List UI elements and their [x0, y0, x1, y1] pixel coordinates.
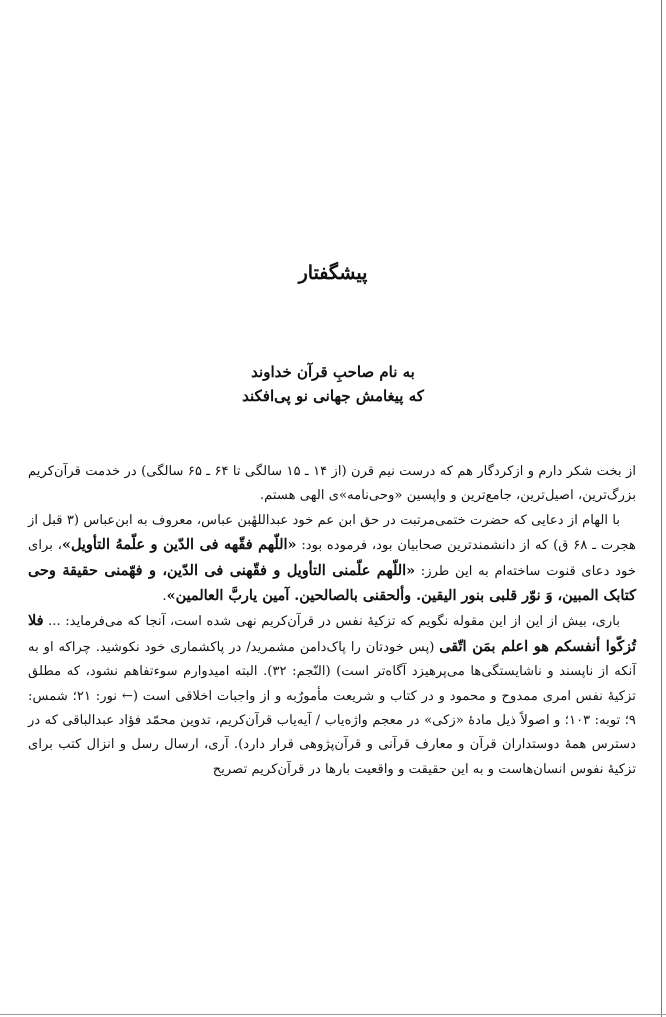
text-segment: با الهام از دعایی که حضرت ختمی‌مرتبت در حق ابن عم خود عبداللهٔبن عباس، معروف به ابن‌عباس (۳ قبل از هجرت ـ ۶۸ ق) که از دانشمندترین صحابیان بود، فرموده بود:	[28, 512, 637, 554]
epigraph-line: که پیغامش جهانی نو پی‌افکند	[242, 387, 424, 405]
quran-quote: «اللّهم فقّهه فی الدّین و علّمهُ التأویل»	[61, 536, 297, 554]
paragraph	[28, 460, 636, 509]
epigraph-line: به نام صاحبِ قرآن خداوند	[251, 363, 415, 381]
page-title: پیشگفتار	[298, 262, 368, 284]
prayer-quote: «اللّهم علّمنی التأویل و فقّهنی فی الدّین، و فهّمنی حقیقة وحی کتابک المبین، وَ نوّر قلبی بنور الیقین. وألحقنی بالصالحین. آمین یاربَّ العالمین»	[28, 561, 636, 605]
page-edge-line	[661, 0, 662, 1017]
page-bottom-line	[0, 1014, 666, 1015]
text-segment: از بخت شکر دارم و ازکردگار هم که درست نیم قرن (از ۱۴ ـ ۱۵ سالگی تا ۶۴ ـ ۶۵ سالگی) در خدمت قرآن‌کریم بزرگ‌ترین، اصیل‌ترین، جامع‌ترین و واپسین «وحی‌نامه»ی الهی هستم.	[28, 464, 637, 504]
text-segment: باری، بیش از این از این مقوله نگویم که تزکیهٔ نفس در قرآن‌کریم نهی شده است، آنجا که می‌فرماید: ...	[43, 614, 620, 630]
paragraph	[28, 609, 636, 782]
text-segment: .	[162, 589, 167, 605]
text-segment: ، برای خود دعای قنوت ساخته‌ام به این طرز:	[28, 538, 637, 579]
paragraph	[28, 509, 636, 610]
text-segment: (پس خودتان را پاک‌دامن مشمرید/ در پاکشماری خود نکوشید. چراکه او به آنکه از ناپسند و ناشایستگی‌ها می‌پرهیزد آگاه‌تر است) (النّجم: ۳۲). البته امیدوارم سوءتفاهم نشود، که مطلق تزکیهٔ نفس امری ممدوح و محمود و در کتاب و شریعت مأمورٌبه و از واجبات اخلاقی است (← نور: ۲۱؛ شمس: ۹؛ توبه: ۱۰۳؛ و اصولاً ذیل مادهٔ «زکی» در معجم واژه‌یاب / آیه‌یاب قرآن‌کریم، تدوین محمّد فؤاد عبدالباقی که در دسترس همهٔ دوستداران قرآن و معارف قرآنی و قرآن‌پژوهی قرار دارد). آری، ارسال رسل و انزال کتب برای تزکیهٔ نفوس انسان‌هاست و به این حقیقت و واقعیت بارها در قرآن‌کریم تصریح	[28, 639, 636, 777]
body-text	[28, 460, 636, 782]
quran-quote: فلا تُزکّوا أنفسکم هو اعلم بمَن اتّقی	[28, 612, 636, 655]
epigraph	[0, 360, 666, 408]
